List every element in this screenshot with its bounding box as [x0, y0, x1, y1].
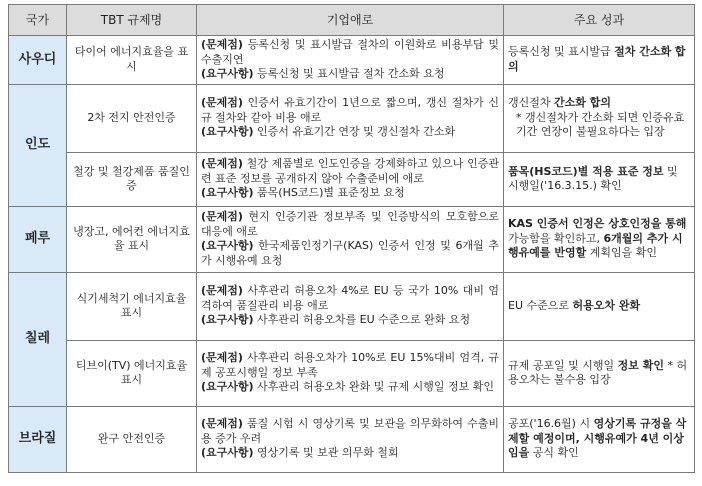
header-difficulty: 기업애로 — [197, 5, 504, 36]
problem-label: (문제점) — [201, 210, 243, 223]
outcome-text: 규제 공포일 및 시행일 — [508, 358, 618, 372]
outcome-text: 갱신절차 — [508, 96, 555, 110]
problem-label: (문제점) — [201, 96, 243, 110]
regulation-cell: 철강 및 철강제품 품질인증 — [67, 152, 197, 206]
country-cell: 페루 — [9, 206, 67, 272]
difficulty-cell — [197, 206, 504, 272]
outcome-bold: 품목(HS코드)별 적용 표준 정보 — [508, 164, 664, 178]
outcome-bold: 절차 간소화 합의 — [508, 45, 686, 73]
problem-text: 품질 시험 시 영상기록 및 보관을 의무화하여 수출비용 증가 우려 — [201, 417, 499, 445]
request-label: (요구사항) — [201, 313, 254, 327]
outcome-cell — [504, 272, 695, 340]
outcome-text: EU 수준으로 — [508, 298, 573, 312]
difficulty-cell — [197, 84, 504, 152]
outcome-note: * 허용오차는 불수용 입장 — [508, 358, 688, 386]
request-label: (요구사항) — [201, 186, 254, 200]
problem-label: (문제점) — [201, 157, 243, 171]
regulation-cell: 2차 전지 안전인증 — [67, 84, 197, 152]
header-regulation: TBT 규제명 — [67, 5, 197, 36]
header-row — [9, 5, 695, 36]
country-cell: 칠레 — [9, 272, 67, 406]
table-row — [9, 406, 695, 472]
table-row — [9, 84, 695, 152]
request-label: (요구사항) — [201, 125, 254, 139]
problem-text: 현지 인증기관 정보부족 및 인증방식의 모호함으로 대응에 애로 — [201, 210, 499, 238]
outcome-bold: KAS 인증서 인정은 상호인정을 통해 — [508, 217, 687, 231]
difficulty-cell — [197, 272, 504, 340]
request-label: (요구사항) — [201, 67, 254, 80]
problem-label: (문제점) — [201, 351, 243, 365]
header-outcome: 주요 성과 — [504, 5, 695, 36]
country-cell: 브라질 — [9, 406, 67, 472]
table-row — [9, 206, 695, 272]
outcome-text: 및 시행일('16.3.15.) 확인 — [508, 164, 678, 192]
outcome-cell — [504, 84, 695, 152]
request-text: 사후관리 허용오차를 EU 수준으로 완화 요청 — [253, 313, 471, 327]
outcome-cell — [504, 36, 695, 85]
difficulty-cell — [197, 340, 504, 406]
table-row — [9, 152, 695, 206]
regulation-cell: 타이어 에너지효율을 표시 — [67, 36, 197, 85]
country-cell: 인도 — [9, 84, 67, 206]
regulation-cell: 티브이(TV) 에너지효율 표시 — [67, 340, 197, 406]
header-country: 국가 — [9, 5, 67, 36]
outcome-cell — [504, 340, 695, 406]
problem-label: (문제점) — [201, 38, 243, 51]
request-text: 등록신청 및 표시발급 절차 간소화 요청 — [253, 67, 445, 80]
regulation-cell: 완구 안전인증 — [67, 406, 197, 472]
outcome-bold: 정보 확인 — [617, 358, 664, 372]
request-label: (요구사항) — [201, 446, 254, 460]
country-cell: 사우디 — [9, 36, 67, 85]
difficulty-cell — [197, 36, 504, 85]
request-text: 인증서 유효기간 연장 및 갱신절차 간소화 — [253, 125, 456, 139]
outcome-text-2: 계획임을 확인 — [586, 246, 657, 260]
request-label: (요구사항) — [201, 239, 254, 252]
difficulty-cell — [197, 406, 504, 472]
outcome-text: 등록신청 및 표시발급 — [508, 45, 615, 59]
request-text: 영상기록 및 보관 의무화 철회 — [253, 446, 399, 460]
problem-label: (문제점) — [201, 284, 243, 298]
outcome-cell — [504, 206, 695, 272]
problem-label: (문제점) — [201, 417, 243, 431]
difficulty-cell — [197, 152, 504, 206]
outcome-bold: 간소화 합의 — [554, 96, 611, 110]
outcome-text-2: 공식 확인 — [529, 446, 579, 460]
table-row — [9, 340, 695, 406]
table-row — [9, 272, 695, 340]
problem-text: 등록신청 및 표시발급 절차의 이원화로 비용부담 및 수출지연 — [201, 38, 499, 66]
problem-text: 사후관리 허용오차 4%로 EU 등 국가 10% 대비 엄격하여 품질관리 비용 애로 — [201, 284, 499, 312]
regulation-cell: 식기세척기 에너지효율 표시 — [67, 272, 197, 340]
request-label: (요구사항) — [201, 380, 254, 394]
problem-text: 철강 제품별로 인도인증을 강제화하고 있으나 인증관련 표준 정보를 공개하지 않아 수출준비에 애로 — [201, 157, 499, 185]
outcome-text: 공포('16.6월) 시 — [508, 417, 594, 431]
request-text: 사후관리 허용오차 완화 및 규제 시행일 정보 확인 — [253, 380, 495, 394]
tbt-table — [8, 4, 695, 473]
outcome-bold: 허용오차 완화 — [572, 298, 641, 312]
problem-text: 인증서 유효기간이 1년으로 짧으며, 갱신 절차가 신규 절차와 같아 비용 애로 — [201, 96, 499, 124]
request-text: 품목(HS코드)별 표준정보 요청 — [253, 186, 405, 200]
outcome-bold: 영상기록 규정을 삭제할 예정이며, 시행유예가 4년 이상임을 — [508, 417, 687, 460]
problem-text: 사후관리 허용오차가 10%로 EU 15%대비 엄격, 규제 공포시행일 정보 부족 — [201, 351, 499, 379]
outcome-text: 가능함을 확인하고, — [508, 231, 604, 245]
request-text: 한국제품인정기구(KAS) 인증서 인정 및 6개월 추가 시행유예 요청 — [201, 239, 499, 267]
outcome-cell — [504, 152, 695, 206]
regulation-cell: 냉장고, 에어컨 에너지효율 표시 — [67, 206, 197, 272]
outcome-note: * 갱신절차가 간소화 되면 인증유효기간 연장이 불필요하다는 입장 — [516, 110, 685, 139]
table-row — [9, 36, 695, 85]
outcome-bold-2: 6개월의 추가 시행유예를 반영할 — [508, 231, 683, 260]
outcome-cell — [504, 406, 695, 472]
